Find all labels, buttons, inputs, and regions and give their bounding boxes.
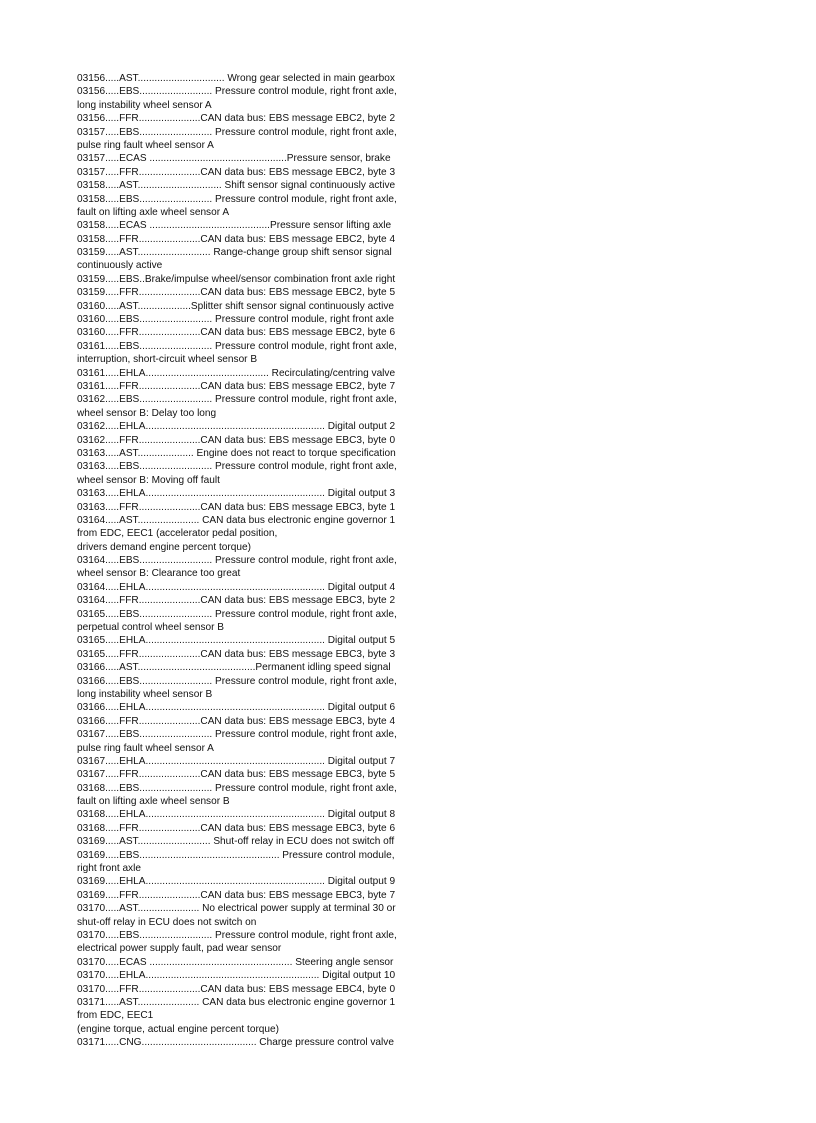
text-line: shut-off relay in ECU does not switch on [77, 916, 257, 928]
text-line: (engine torque, actual engine percent torque) [77, 1023, 280, 1035]
text-line: 03170.....EHLA.............................................................. Digital output 10 [77, 970, 396, 982]
text-line: 03164.....AST...................... CAN data bus electronic engine governor 1 [77, 514, 396, 526]
text-line: 03156.....AST............................... Wrong gear selected in main gearbox [77, 73, 395, 84]
text-line: 03165.....EHLA................................................................ Digital output 5 [77, 635, 396, 647]
text-line: 03156.....FFR......................CAN data bus: EBS message EBC2, byte 2 [77, 113, 396, 125]
text-line: 03167.....FFR......................CAN data bus: EBS message EBC3, byte 5 [77, 769, 396, 781]
text-line: 03170.....ECAS ................................................... Steering angle sensor [77, 956, 394, 968]
text-line: 03163.....FFR......................CAN data bus: EBS message EBC3, byte 1 [77, 501, 396, 513]
text-line: 03169.....AST.......................... Shut-off relay in ECU does not switch off [77, 836, 395, 848]
text-line: 03169.....FFR......................CAN data bus: EBS message EBC3, byte 7 [77, 889, 396, 901]
text-line: 03165.....FFR......................CAN data bus: EBS message EBC3, byte 3 [77, 648, 396, 660]
text-line: 03158.....ECAS ...........................................Pressure sensor lifting axle [77, 220, 392, 232]
text-line: 03162.....FFR......................CAN data bus: EBS message EBC3, byte 0 [77, 434, 396, 446]
text-line: 03159.....FFR......................CAN data bus: EBS message EBC2, byte 5 [77, 287, 396, 299]
text-line: 03161.....EBS.......................... Pressure control module, right front axle, [77, 340, 397, 352]
text-line: 03169.....EBS.................................................. Pressure control module, [77, 849, 395, 861]
text-line: 03168.....EBS.......................... Pressure control module, right front axle, [77, 782, 397, 794]
text-line: 03162.....EHLA................................................................ Digital output 2 [77, 421, 396, 433]
text-line: 03166.....EHLA................................................................ Digital output 6 [77, 702, 396, 714]
text-line: long instability wheel sensor A [77, 99, 212, 111]
text-line: long instability wheel sensor B [77, 688, 213, 700]
text-line: 03160.....EBS.......................... Pressure control module, right front axle [77, 314, 394, 326]
text-line: wheel sensor B: Delay too long [77, 407, 217, 419]
text-line: interruption, short-circuit wheel sensor B [77, 354, 258, 366]
text-line: perpetual control wheel sensor B [77, 622, 225, 634]
text-line: 03164.....EHLA................................................................ Digital output 4 [77, 581, 396, 593]
text-line: 03166.....AST..........................................Permanent idling speed signal [77, 662, 391, 674]
text-line: 03167.....EBS.......................... Pressure control module, right front axle, [77, 729, 397, 741]
text-line: 03162.....EBS.......................... Pressure control module, right front axle, [77, 394, 397, 406]
text-line: right front axle [77, 863, 141, 875]
text-line: 03161.....EHLA............................................ Recirculating/centring valve [77, 367, 396, 379]
text-line: 03164.....FFR......................CAN data bus: EBS message EBC3, byte 2 [77, 595, 396, 607]
text-line: 03160.....AST...................Splitter shift sensor signal continuously active [77, 300, 394, 312]
document-page [77, 72, 457, 1050]
text-line: 03166.....EBS.......................... Pressure control module, right front axle, [77, 675, 397, 687]
text-line: 03160.....FFR......................CAN data bus: EBS message EBC2, byte 6 [77, 327, 396, 339]
text-line: 03165.....EBS.......................... Pressure control module, right front axle, [77, 608, 397, 620]
text-line: 03158.....AST.............................. Shift sensor signal continuously active [77, 180, 396, 192]
text-line: 03159.....EBS..Brake/impulse wheel/sensor combination front axle right [77, 273, 396, 285]
text-line: from EDC, EEC1 [77, 1010, 154, 1022]
text-line: 03163.....EHLA................................................................ Digital output 3 [77, 488, 396, 500]
text-line: 03161.....FFR......................CAN data bus: EBS message EBC2, byte 7 [77, 380, 396, 392]
text-line: from EDC, EEC1 (accelerator pedal position, [77, 528, 278, 540]
text-line: 03157.....EBS.......................... Pressure control module, right front axle, [77, 126, 397, 138]
text-line: 03158.....EBS.......................... Pressure control module, right front axle, [77, 193, 397, 205]
text-line: 03170.....FFR......................CAN data bus: EBS message EBC4, byte 0 [77, 983, 396, 995]
text-line: 03163.....AST.................... Engine does not react to torque specification [77, 447, 396, 459]
text-line: 03171.....AST...................... CAN data bus electronic engine governor 1 [77, 996, 396, 1008]
text-line: 03170.....AST...................... No electrical power supply at terminal 30 or [77, 903, 396, 915]
text-line: 03158.....FFR......................CAN data bus: EBS message EBC2, byte 4 [77, 233, 396, 245]
text-line: 03157.....ECAS .................................................Pressure sensor, brake [77, 153, 391, 165]
text-line: pulse ring fault wheel sensor A [77, 742, 214, 754]
text-line: fault on lifting axle wheel sensor A [77, 206, 230, 218]
text-line: 03163.....EBS.......................... Pressure control module, right front axle, [77, 461, 397, 473]
text-line: 03156.....EBS.......................... Pressure control module, right front axle, [77, 86, 397, 98]
text-line: 03167.....EHLA................................................................ Digital output 7 [77, 755, 396, 767]
text-line: pulse ring fault wheel sensor A [77, 139, 214, 151]
text-line: 03168.....FFR......................CAN data bus: EBS message EBC3, byte 6 [77, 822, 396, 834]
text-line: drivers demand engine percent torque) [77, 541, 251, 553]
text-line: wheel sensor B: Moving off fault [77, 474, 220, 486]
text-line: fault on lifting axle wheel sensor B [77, 796, 230, 808]
text-line: continuously active [77, 260, 163, 272]
text-line: 03164.....EBS.......................... Pressure control module, right front axle, [77, 555, 397, 567]
text-line: 03166.....FFR......................CAN data bus: EBS message EBC3, byte 4 [77, 715, 396, 727]
text-line: 03169.....EHLA................................................................ Digital output 9 [77, 876, 396, 888]
text-line: 03171.....CNG......................................... Charge pressure control valve [77, 1037, 394, 1049]
text-line: 03168.....EHLA................................................................ Digital output 8 [77, 809, 396, 821]
text-line: 03159.....AST.......................... Range-change group shift sensor signal [77, 247, 392, 259]
text-line: wheel sensor B: Clearance too great [77, 568, 241, 580]
text-line: 03170.....EBS.......................... Pressure control module, right front axle, [77, 930, 397, 941]
text-line: electrical power supply fault, pad wear sensor [77, 943, 282, 955]
text-line: 03157.....FFR......................CAN data bus: EBS message EBC2, byte 3 [77, 166, 396, 178]
